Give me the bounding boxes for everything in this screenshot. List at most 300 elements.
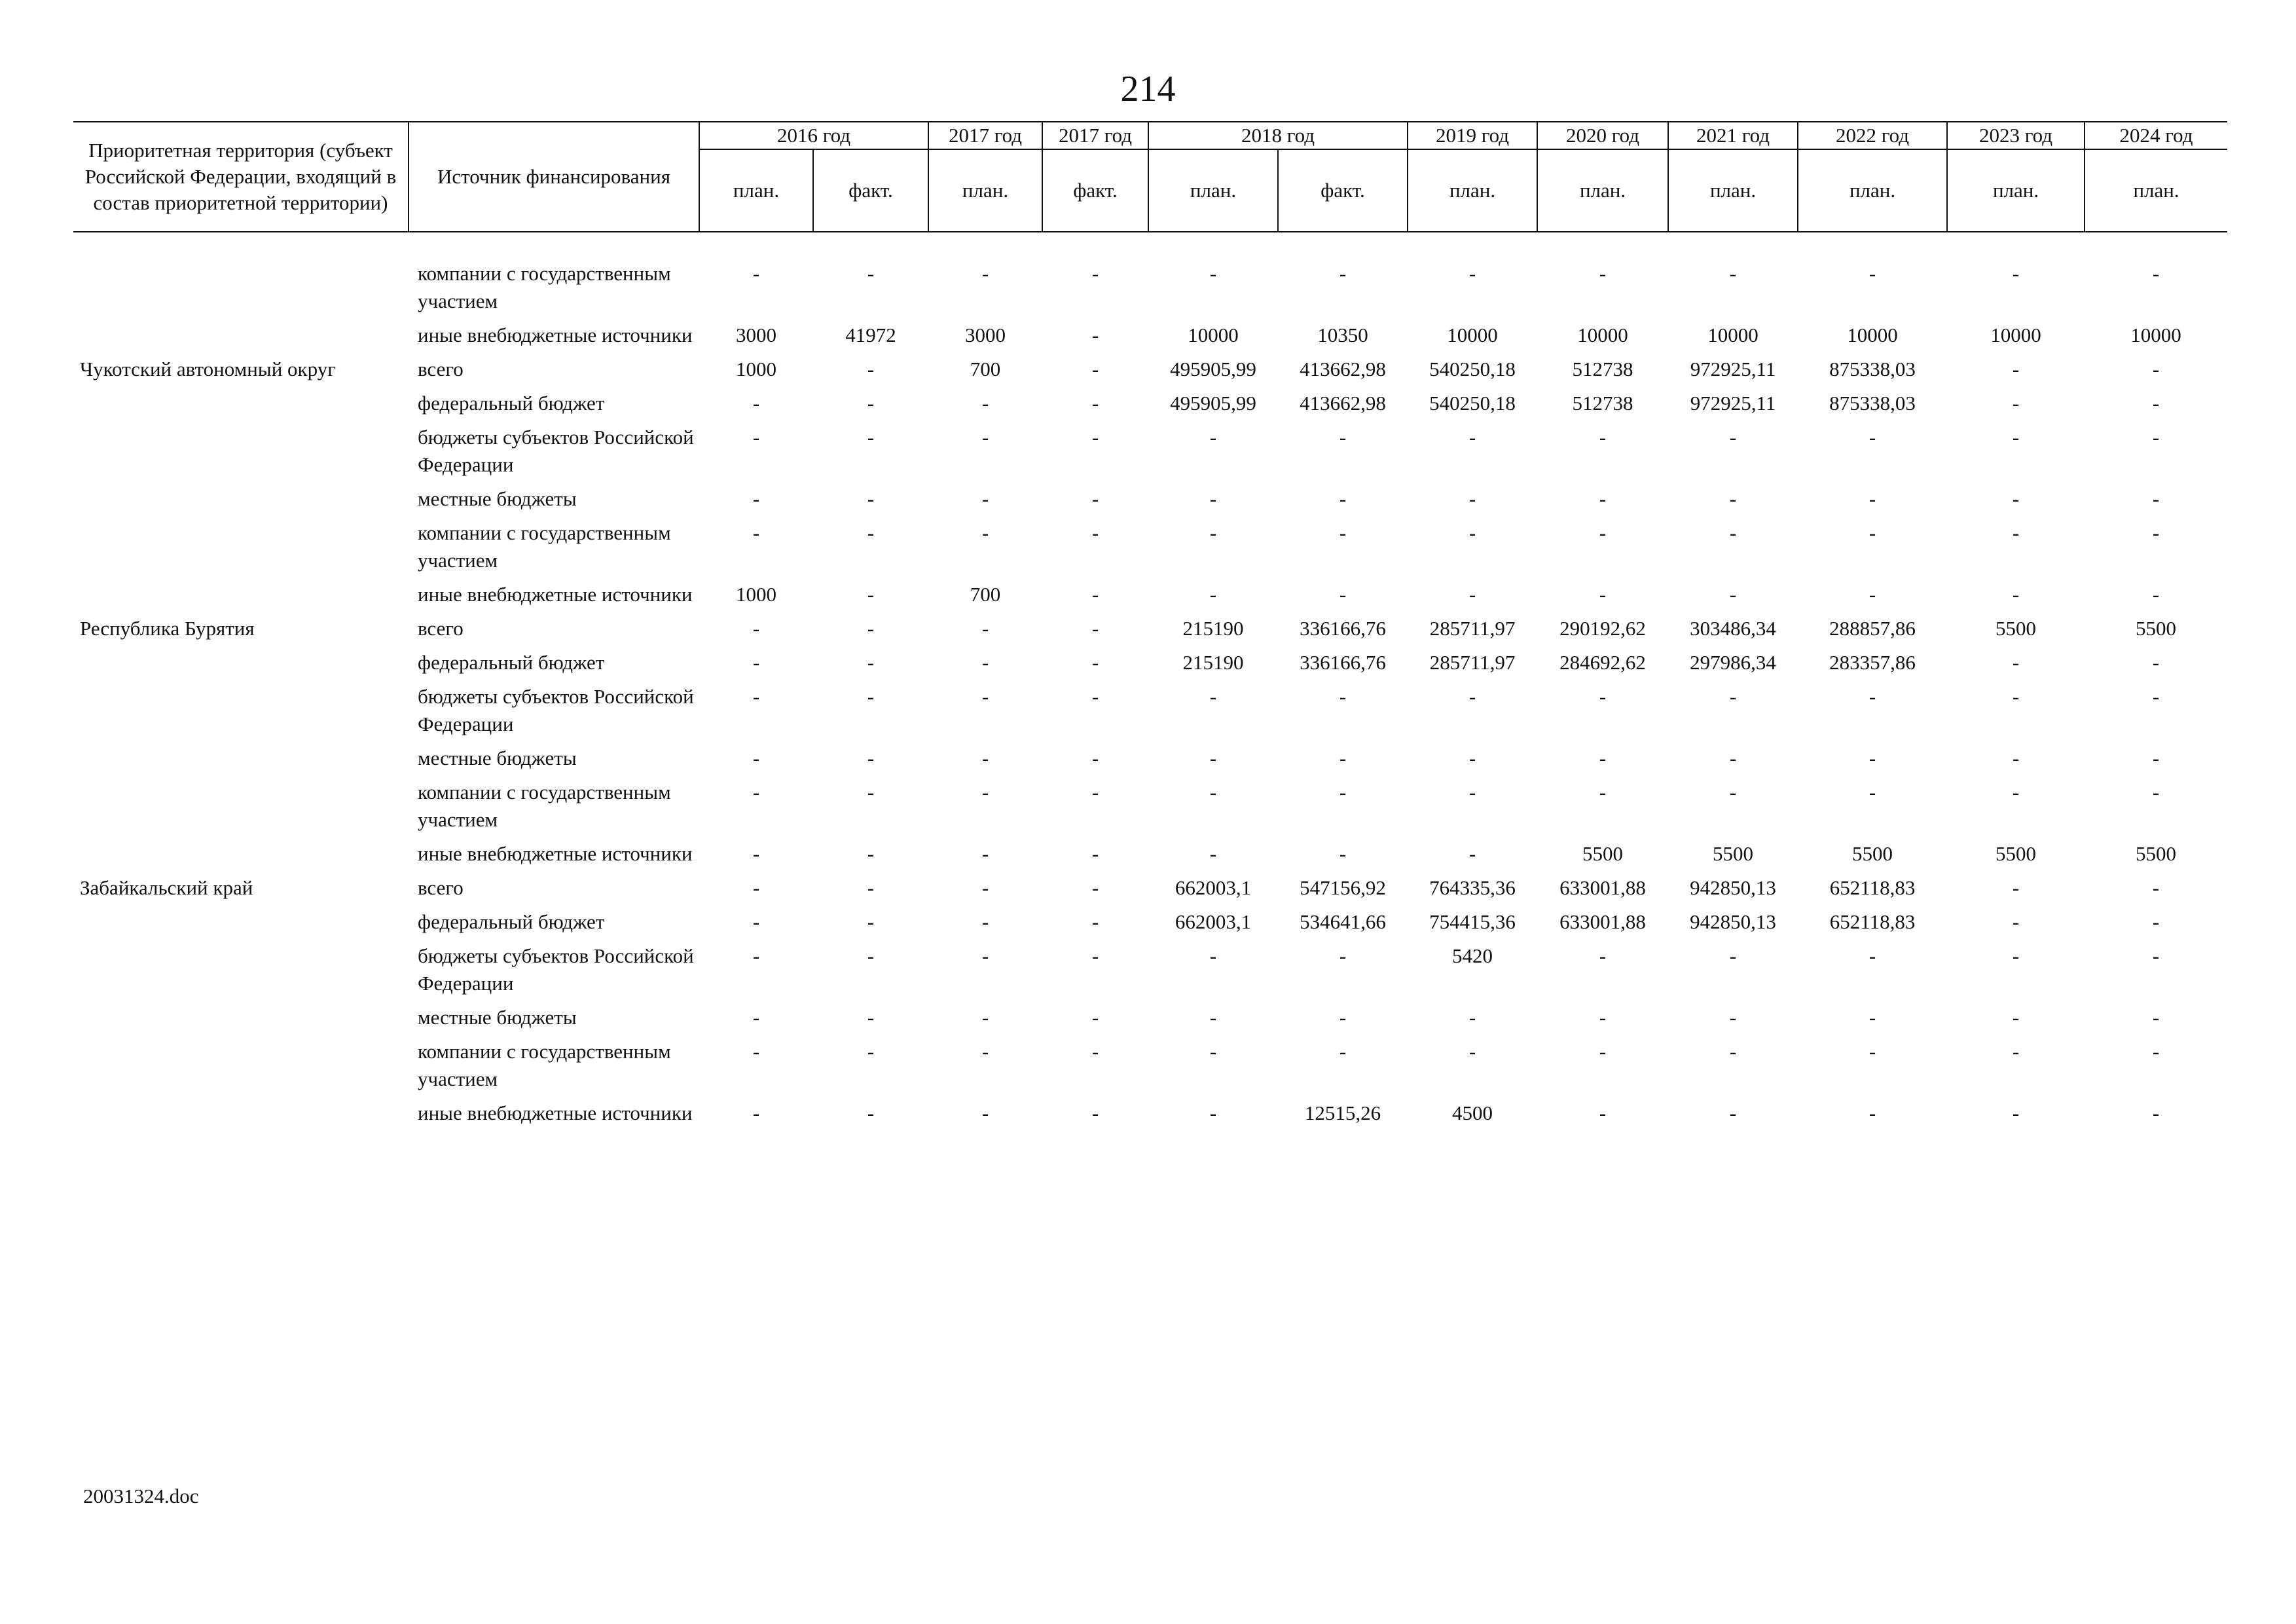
value-cell: - [981,262,989,285]
value-cell: 512738 [1572,392,1633,415]
value-cell: - [1091,262,1099,285]
value-cell: - [1209,1006,1217,1029]
year-header: 2016 год [699,122,928,149]
value-cell: - [2012,876,2020,899]
value-cell: 5500 [1582,842,1624,865]
value-cell: 5500 [2136,617,2177,640]
value-cell: - [867,1040,875,1063]
table-row [73,608,2227,642]
value-cell: - [2012,487,2020,510]
value-cell: - [1091,685,1099,708]
value-cell: - [1868,944,1876,967]
value-cell: 3000 [965,323,1006,346]
value-cell: - [2012,651,2020,674]
value-cell: 652118,83 [1829,910,1916,933]
value-cell: - [1091,842,1099,865]
value-cell: - [1209,685,1217,708]
value-cell: - [1091,617,1099,640]
value-cell: - [2012,521,2020,544]
value-cell: 942850,13 [1690,910,1776,933]
value-cell: 10000 [1707,323,1758,346]
value-cell: 495905,99 [1170,358,1256,380]
territory-cell [73,902,409,936]
value-cell: - [752,617,760,640]
table-row [73,349,2227,383]
table-row [73,642,2227,676]
value-cell: 10000 [1188,323,1239,346]
value-cell: - [1209,426,1217,449]
value-cell: - [1729,781,1737,803]
value-cell: - [867,617,875,640]
value-cell: - [1468,583,1476,606]
value-cell: - [1091,487,1099,510]
value-cell: 288857,86 [1829,617,1916,640]
value-cell: - [752,747,760,769]
value-cell: 5500 [2136,842,2177,865]
subcolumn-header: план. [1148,149,1278,232]
value-cell: - [2152,781,2160,803]
funding-source-cell: компании с государственным участием [418,781,671,831]
funding-source-cell: всего [418,358,464,380]
table-row [73,260,2227,315]
table-row [73,315,2227,349]
value-cell: - [867,651,875,674]
value-cell: - [1209,583,1217,606]
value-cell: - [752,910,760,933]
territory-cell [73,383,409,417]
value-cell: - [1599,747,1607,769]
subcolumn-header: факт. [1042,149,1148,232]
territory-cell: Забайкальский край [80,876,253,899]
value-cell: - [1339,262,1347,285]
subcolumn-header: план. [1408,149,1537,232]
value-cell: - [2152,262,2160,285]
value-cell: - [1209,944,1217,967]
value-cell: - [1729,685,1737,708]
value-cell: - [752,426,760,449]
value-cell: 336166,76 [1300,651,1386,674]
value-cell: 512738 [1572,358,1633,380]
value-cell: - [2152,651,2160,674]
territory-cell [73,513,409,574]
value-cell: 215190 [1182,617,1244,640]
territory-cell [73,738,409,772]
year-header-row [73,122,2227,149]
funding-source-cell: компании с государственным участием [418,262,671,312]
value-cell: - [1339,583,1347,606]
table-row [73,868,2227,902]
value-cell: - [2152,1006,2160,1029]
value-cell: - [1468,487,1476,510]
value-cell: 534641,66 [1300,910,1386,933]
table-row [73,417,2227,479]
value-cell: - [1091,651,1099,674]
value-cell: - [981,1101,989,1124]
territory-cell [73,642,409,676]
value-cell: - [2152,1101,2160,1124]
value-cell: - [981,747,989,769]
funding-source-cell: всего [418,617,464,640]
value-cell: - [1339,426,1347,449]
table-row [73,772,2227,834]
value-cell: 283357,86 [1829,651,1916,674]
value-cell: - [1599,487,1607,510]
value-cell: 633001,88 [1559,910,1646,933]
subcolumn-header: план. [928,149,1042,232]
value-cell: 413662,98 [1300,358,1386,380]
value-cell: 700 [970,583,1001,606]
value-cell: - [1091,583,1099,606]
value-cell: - [1868,521,1876,544]
value-cell: - [1729,747,1737,769]
funding-source-cell: федеральный бюджет [418,651,605,674]
subcolumn-header: план. [699,149,813,232]
table-row [73,997,2227,1031]
territory-cell [73,260,409,315]
territory-cell [73,1093,409,1127]
value-cell: - [2012,781,2020,803]
value-cell: - [867,426,875,449]
year-header: 2017 год [928,122,1042,149]
value-cell: 290192,62 [1559,617,1646,640]
funding-source-cell: всего [418,876,464,899]
value-cell: - [1339,487,1347,510]
table-header [73,122,2227,232]
value-cell: 764335,36 [1429,876,1516,899]
source-column-header: Источник финансирования [409,122,699,232]
territory-cell [73,315,409,349]
territory-cell [73,936,409,997]
value-cell: - [1468,747,1476,769]
funding-source-cell: компании с государственным участием [418,1040,671,1090]
value-cell: - [1729,262,1737,285]
funding-source-cell: иные внебюджетные источники [418,1101,693,1124]
value-cell: - [981,781,989,803]
value-cell: 5500 [1713,842,1754,865]
table-row [73,902,2227,936]
value-cell: 942850,13 [1690,876,1776,899]
value-cell: - [867,262,875,285]
territory-column-header: Приоритетная территория (субъект Российской Федерации, входящий в состав приоритетной территории) [73,122,409,232]
year-header: 2021 год [1668,122,1798,149]
value-cell: - [2012,1040,2020,1063]
value-cell: - [2152,583,2160,606]
value-cell: - [1468,1006,1476,1029]
value-cell: - [1091,392,1099,415]
value-cell: 1000 [736,358,776,380]
value-cell: - [1468,1040,1476,1063]
value-cell: - [1599,685,1607,708]
value-cell: - [1339,1040,1347,1063]
value-cell: - [1868,426,1876,449]
value-cell: - [752,521,760,544]
value-cell: 10000 [1847,323,1898,346]
value-cell: - [752,651,760,674]
value-cell: - [867,583,875,606]
value-cell: - [2012,262,2020,285]
territory-cell [73,676,409,738]
value-cell: - [2152,487,2160,510]
value-cell: - [752,1040,760,1063]
value-cell: - [1339,842,1347,865]
value-cell: - [2152,685,2160,708]
value-cell: - [1209,781,1217,803]
value-cell: 10350 [1317,323,1368,346]
value-cell: 12515,26 [1304,1101,1381,1124]
value-cell: 3000 [736,323,776,346]
value-cell: - [2012,358,2020,380]
value-cell: 4500 [1452,1101,1493,1124]
value-cell: - [1209,521,1217,544]
value-cell: - [1868,583,1876,606]
value-cell: - [1209,487,1217,510]
table-row [73,1031,2227,1093]
value-cell: - [1339,944,1347,967]
year-header: 2017 год [1042,122,1148,149]
value-cell: - [752,876,760,899]
value-cell: 633001,88 [1559,876,1646,899]
territory-cell [73,772,409,834]
header-spacer [73,232,2227,260]
value-cell: - [867,487,875,510]
table-row [73,936,2227,997]
value-cell: - [1729,1006,1737,1029]
funding-source-cell: компании с государственным участием [418,521,671,572]
value-cell: 41972 [845,323,896,346]
value-cell: - [1599,426,1607,449]
value-cell: 297986,34 [1690,651,1776,674]
value-cell: - [1868,262,1876,285]
value-cell: - [752,781,760,803]
value-cell: - [1868,747,1876,769]
value-cell: - [1209,747,1217,769]
territory-cell [73,479,409,513]
subcolumn-header: план. [1668,149,1798,232]
value-cell: 540250,18 [1429,358,1516,380]
value-cell: - [752,1101,760,1124]
value-cell: - [1468,781,1476,803]
table-body [73,232,2227,1127]
value-cell: 5500 [1852,842,1893,865]
value-cell: - [1091,323,1099,346]
value-cell: - [752,262,760,285]
table-row [73,834,2227,868]
value-cell: - [981,617,989,640]
value-cell: 1000 [736,583,776,606]
value-cell: - [1091,910,1099,933]
funding-source-cell: федеральный бюджет [418,910,605,933]
value-cell: - [867,876,875,899]
value-cell: - [2012,1101,2020,1124]
value-cell: 336166,76 [1300,617,1386,640]
table-row [73,479,2227,513]
value-cell: - [867,842,875,865]
table-row [73,676,2227,738]
subcolumn-header: факт. [1278,149,1408,232]
territory-cell: Чукотский автономный округ [80,358,336,380]
value-cell: - [981,1006,989,1029]
value-cell: - [981,876,989,899]
funding-source-cell: федеральный бюджет [418,392,605,415]
value-cell: - [752,487,760,510]
value-cell: 5420 [1452,944,1493,967]
year-header: 2018 год [1148,122,1408,149]
value-cell: - [2012,1006,2020,1029]
value-cell: 972925,11 [1690,358,1776,380]
value-cell: - [867,747,875,769]
value-cell: - [1729,944,1737,967]
value-cell: - [981,651,989,674]
value-cell: 495905,99 [1170,392,1256,415]
funding-source-cell: иные внебюджетные источники [418,842,693,865]
value-cell: - [1468,262,1476,285]
territory-cell [73,574,409,608]
value-cell: - [2152,521,2160,544]
value-cell: - [2152,1040,2160,1063]
value-cell: - [1091,1006,1099,1029]
value-cell: - [867,781,875,803]
value-cell: - [1599,944,1607,967]
year-header: 2024 год [2085,122,2227,149]
value-cell: 652118,83 [1829,876,1916,899]
value-cell: 285711,97 [1429,651,1516,674]
value-cell: - [1091,781,1099,803]
value-cell: - [1729,487,1737,510]
value-cell: - [2152,392,2160,415]
value-cell: - [1729,1040,1737,1063]
value-cell: - [752,392,760,415]
funding-source-cell: местные бюджеты [418,487,577,510]
value-cell: 875338,03 [1829,358,1916,380]
territory-cell: Республика Бурятия [80,617,255,640]
value-cell: 662003,1 [1175,910,1252,933]
value-cell: - [981,1040,989,1063]
value-cell: 5500 [1995,842,2037,865]
value-cell: - [2012,685,2020,708]
value-cell: - [1209,1101,1217,1124]
value-cell: 5500 [1995,617,2037,640]
value-cell: - [752,944,760,967]
value-cell: - [981,487,989,510]
value-cell: - [1091,747,1099,769]
value-cell: - [867,392,875,415]
year-header: 2019 год [1408,122,1537,149]
territory-cell [73,417,409,479]
value-cell: - [2152,426,2160,449]
value-cell: - [1868,1040,1876,1063]
value-cell: - [1339,521,1347,544]
value-cell: - [1599,583,1607,606]
value-cell: - [1599,1040,1607,1063]
value-cell: - [1091,876,1099,899]
financing-table [73,121,2227,1127]
value-cell: - [2152,747,2160,769]
value-cell: - [1091,1040,1099,1063]
value-cell: - [867,685,875,708]
value-cell: - [867,521,875,544]
value-cell: - [1729,583,1737,606]
funding-source-cell: бюджеты субъектов Российской Федерации [418,944,694,995]
value-cell: 10000 [2130,323,2181,346]
value-cell: - [1091,1101,1099,1124]
value-cell: 700 [970,358,1001,380]
value-cell: - [981,910,989,933]
value-cell: - [867,910,875,933]
value-cell: - [2012,910,2020,933]
value-cell: - [1209,1040,1217,1063]
value-cell: 754415,36 [1429,910,1516,933]
value-cell: 285711,97 [1429,617,1516,640]
value-cell: - [981,944,989,967]
subcolumn-header: план. [2085,149,2227,232]
value-cell: - [1599,521,1607,544]
value-cell: 10000 [1447,323,1498,346]
value-cell: - [752,1006,760,1029]
value-cell: - [1729,426,1737,449]
value-cell: 972925,11 [1690,392,1776,415]
value-cell: - [867,358,875,380]
value-cell: - [1209,842,1217,865]
year-header: 2023 год [1947,122,2085,149]
territory-cell [73,834,409,868]
funding-source-cell: иные внебюджетные источники [418,323,693,346]
year-header: 2022 год [1798,122,1947,149]
value-cell: - [1599,1101,1607,1124]
value-cell: - [1729,521,1737,544]
value-cell: - [752,842,760,865]
value-cell: - [1339,747,1347,769]
value-cell: 284692,62 [1559,651,1646,674]
value-cell: 662003,1 [1175,876,1252,899]
value-cell: - [1468,426,1476,449]
funding-source-cell: местные бюджеты [418,747,577,769]
value-cell: - [2152,944,2160,967]
value-cell: - [2152,910,2160,933]
value-cell: - [1468,521,1476,544]
value-cell: - [981,685,989,708]
value-cell: - [1868,487,1876,510]
year-header: 2020 год [1537,122,1668,149]
table-row [73,1093,2227,1127]
value-cell: - [2012,747,2020,769]
value-cell: - [1091,358,1099,380]
value-cell: - [1868,1101,1876,1124]
value-cell: - [1091,426,1099,449]
value-cell: - [1209,262,1217,285]
value-cell: - [1868,685,1876,708]
value-cell: - [1339,685,1347,708]
value-cell: - [981,392,989,415]
value-cell: - [1868,781,1876,803]
value-cell: 10000 [1577,323,1628,346]
table-row [73,513,2227,574]
value-cell: - [1339,781,1347,803]
value-cell: - [2152,876,2160,899]
subcolumn-header: факт. [813,149,928,232]
page-number: 214 [1120,69,1176,109]
value-cell: - [1091,521,1099,544]
value-cell: - [1729,1101,1737,1124]
table-row [73,383,2227,417]
table-row [73,574,2227,608]
territory-cell [73,997,409,1031]
value-cell: - [2012,583,2020,606]
subcolumn-header: план. [1947,149,2085,232]
value-cell: 413662,98 [1300,392,1386,415]
value-cell: - [1468,842,1476,865]
value-cell: - [1599,781,1607,803]
value-cell: - [981,842,989,865]
